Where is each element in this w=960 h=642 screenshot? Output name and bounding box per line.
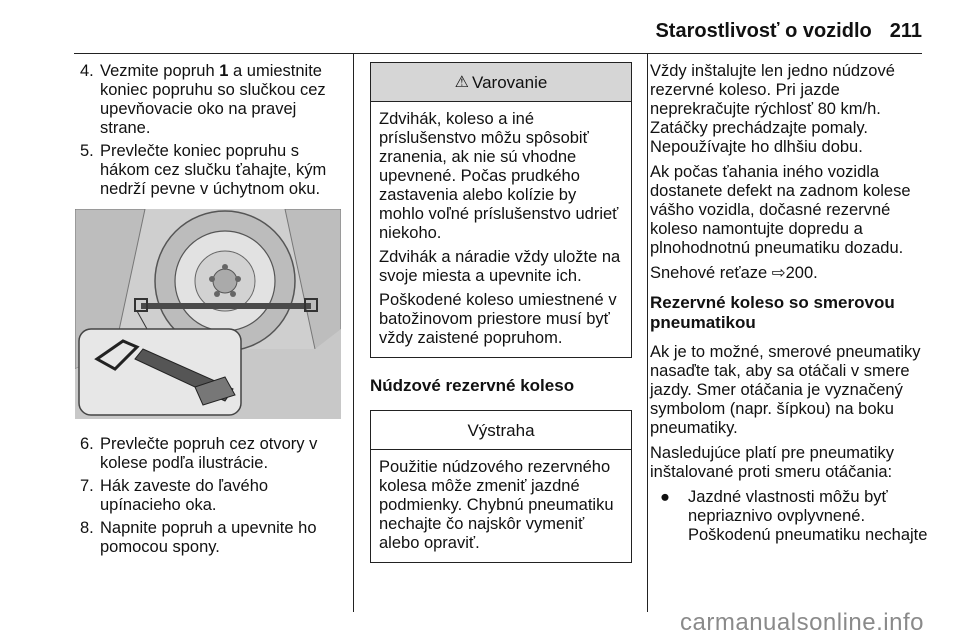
header-rule [74,53,922,54]
column-divider [353,54,354,612]
caution-box-body [371,450,631,562]
caution-title: Výstraha [467,420,535,440]
page-reference-icon[interactable]: ⇨ [771,264,786,282]
body-paragraph: Ak počas ťahania iného vozidla dostanete defekt na zadnom kolese vášho vozidla, dočasné rezervné koleso namontujte dopredu a plnohodnotnú pneumatiku dozadu. [650,163,911,257]
warning-box-header [371,63,631,102]
strap [141,303,311,309]
callout-number: 1 [219,62,229,80]
watermark: carmanualsonline.info [680,609,924,636]
spare-wheel-strap-illustration [75,209,341,419]
reference-page[interactable]: 200. [785,264,818,282]
caution-box [370,410,632,563]
step-number: 6. [80,435,94,453]
step-text: Hák zaveste do ľavého upínacieho oka. [100,477,269,514]
caution-box-header [371,411,631,450]
step-6 [80,435,340,473]
step-text-part: a umiestnite koniec popruhu so slučkou cez upevňovacie oko na pravej strane. [100,62,326,137]
caution-paragraph: Použitie núdzového rezervného kolesa môže zmeniť jazdné podmienky. Chybnú pneumatiku nechajte čo najskôr vymeniť alebo opraviť. [379,458,614,552]
step-number: 7. [80,477,94,495]
column-middle [370,62,632,577]
detail-inset [79,329,241,415]
warning-box [370,62,632,358]
body-paragraph: Nasledujúce platí pre pneumatiky inštalované proti smeru otáčania: [650,444,894,481]
step-text: Prevlečte popruh cez otvory v kolese podľa ilustrácie. [100,435,318,472]
warning-paragraph: Poškodené koleso umiestnené v batožinovom priestore musí byť vždy zaistené popruhom. [379,291,617,347]
step-number: 8. [80,519,94,537]
page-title: Starostlivosť o vozidlo [655,20,872,42]
body-paragraph: Vždy inštalujte len jedno núdzové rezervné koleso. Pri jazde neprekračujte rýchlosť 80 km/h. Zatáčky prechádzajte pomaly. Nepoužívajte ho dlhšiu dobu. [650,62,895,156]
step-5 [80,142,340,199]
bullet-dot-icon: ● [660,488,670,506]
reference-text: Snehové reťaze [650,264,772,282]
warning-triangle-icon: ⚠ [454,73,470,91]
step-text: Prevlečte koniec popruhu s hákom cez slučku ťahajte, kým nedrží pevne v úchytnom oku. [100,142,327,198]
step-number: 5. [80,142,94,160]
step-number: 4. [80,62,94,80]
snow-chains-reference [650,264,930,283]
column-left [80,62,340,561]
spare-wheel-drawing [75,209,341,419]
bullet-text: Jazdné vlastnosti môžu byť nepriaznivo ovplyvnené. Poškodenú pneumatiku nechajte [688,488,928,544]
body-paragraph: Ak je to možné, smerové pneumatiky nasaďte tak, aby sa otáčali v smere jazdy. Smer otáčania je vyznačený symbolom (napr. šípkou) na boku pneumatiky. [650,343,921,437]
warning-title: Varovanie [472,72,548,92]
column-divider [647,54,648,612]
warning-paragraph: Zdvihák a náradie vždy uložte na svoje miesta a upevnite ich. [379,248,621,285]
page-number: 211 [889,20,922,42]
section-heading: Rezervné koleso so smerovou pneumatikou [650,293,895,332]
warning-box-body [371,102,631,357]
bullet-item [660,488,930,545]
step-text: Napnite popruh a upevnite ho pomocou spony. [100,519,317,556]
step-text-part: Vezmite popruh [100,62,220,80]
step-text [100,62,340,138]
page-header [655,22,922,48]
warning-paragraph: Zdvihák, koleso a iné príslušenstvo môžu spôsobiť zranenia, ak nie sú vhodne upevnené. Počas prudkého zastavenia alebo kolízie by mohlo voľné príslušenstvo udrieť niekoho. [379,110,619,242]
step-8 [80,519,340,557]
step-4 [80,62,340,138]
step-7 [80,477,340,515]
section-heading: Núdzové rezervné koleso [370,376,575,395]
wheel-hub [213,269,237,293]
column-right [650,62,930,545]
